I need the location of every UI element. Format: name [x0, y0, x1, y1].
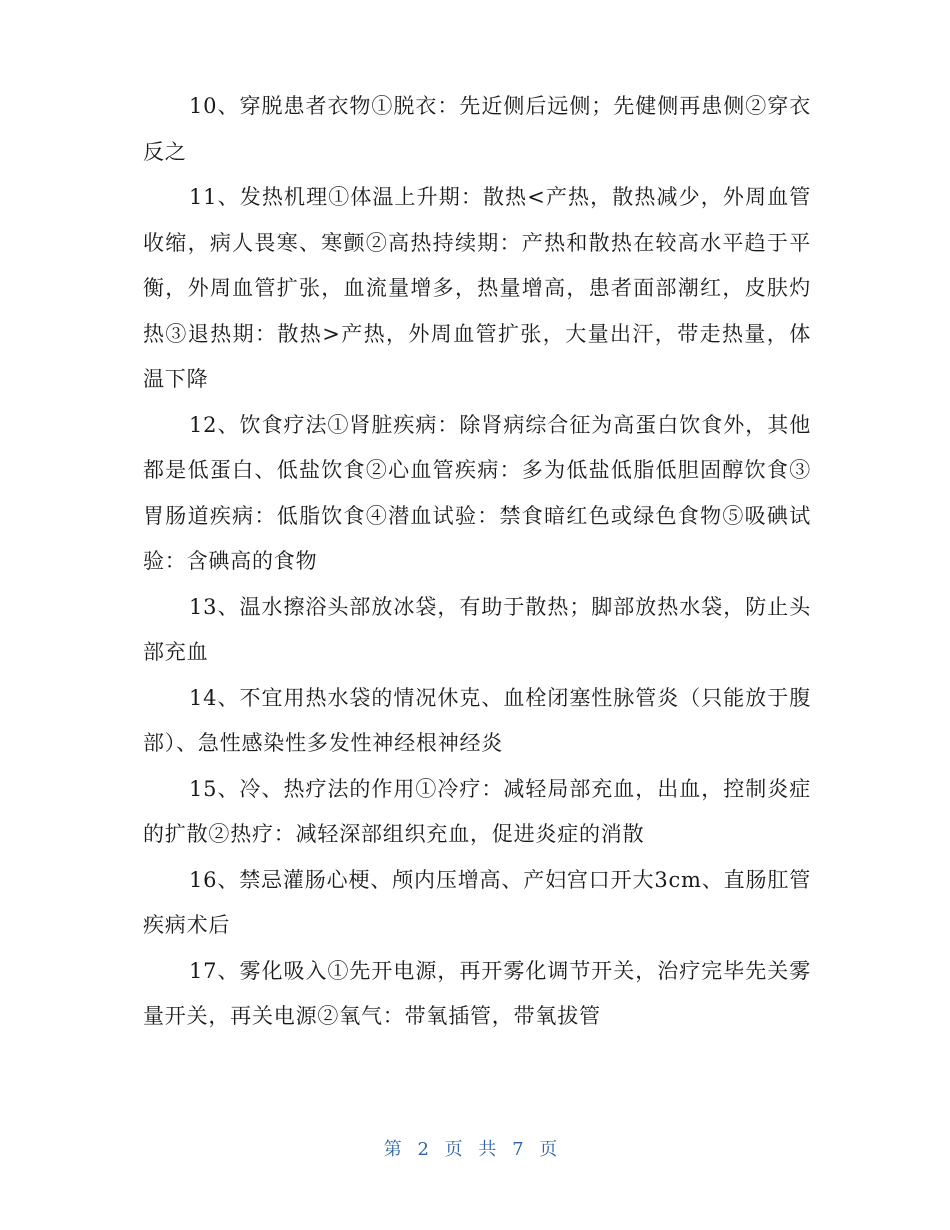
paragraph-item-11: 11、发热机理①体温上升期：散热<产热，散热减少，外周血管收缩，病人畏寒、寒颤②高热持续期：产热和散热在较高水平趋于平衡，外周血管扩张，血流量增多，热量增高，患者面部潮红，皮肤灼热③退热期：散热>产热，外周血管扩张，大量出汗，带走热量，体温下降 — [143, 185, 811, 391]
footer-page-word: 页 — [444, 1139, 464, 1160]
footer-total-word: 共 — [478, 1139, 498, 1160]
footer-total-pages: 7 — [512, 1139, 525, 1160]
paragraph-item-14: 14、不宜用热水袋的情况休克、血栓闭塞性脉管炎（只能放于腹部）、急性感染性多发性神经根神经炎 — [143, 685, 811, 755]
footer-current-page: 2 — [417, 1139, 430, 1160]
paragraph-item-16: 16、禁忌灌肠心梗、颅内压增高、产妇宫口开大3cm、直肠肛管疾病术后 — [143, 867, 811, 937]
paragraph-item-13: 13、温水擦浴头部放冰袋，有助于散热；脚部放热水袋，防止头部充血 — [143, 594, 811, 664]
footer-suffix: 页 — [539, 1139, 559, 1160]
footer-prefix: 第 — [383, 1139, 403, 1160]
page-footer — [0, 1135, 950, 1161]
paragraph-item-12: 12、饮食疗法①肾脏疾病：除肾病综合征为高蛋白饮食外，其他都是低蛋白、低盐饮食②心血管疾病：多为低盐低脂低胆固醇饮食③胃肠道疾病：低脂饮食④潜血试验：禁食暗红色或绿色食物⑤吸碘试验：含碘高的食物 — [143, 412, 811, 573]
document-body — [143, 84, 811, 1040]
paragraph-item-15: 15、冷、热疗法的作用①冷疗：减轻局部充血，出血，控制炎症的扩散②热疗：减轻深部组织充血，促进炎症的消散 — [143, 776, 811, 846]
paragraph-item-10: 10、穿脱患者衣物①脱衣：先近侧后远侧；先健侧再患侧②穿衣反之 — [143, 94, 811, 164]
paragraph-item-17: 17、雾化吸入①先开电源，再开雾化调节开关，治疗完毕先关雾量开关，再关电源②氧气：带氧插管，带氧拔管 — [143, 958, 811, 1028]
